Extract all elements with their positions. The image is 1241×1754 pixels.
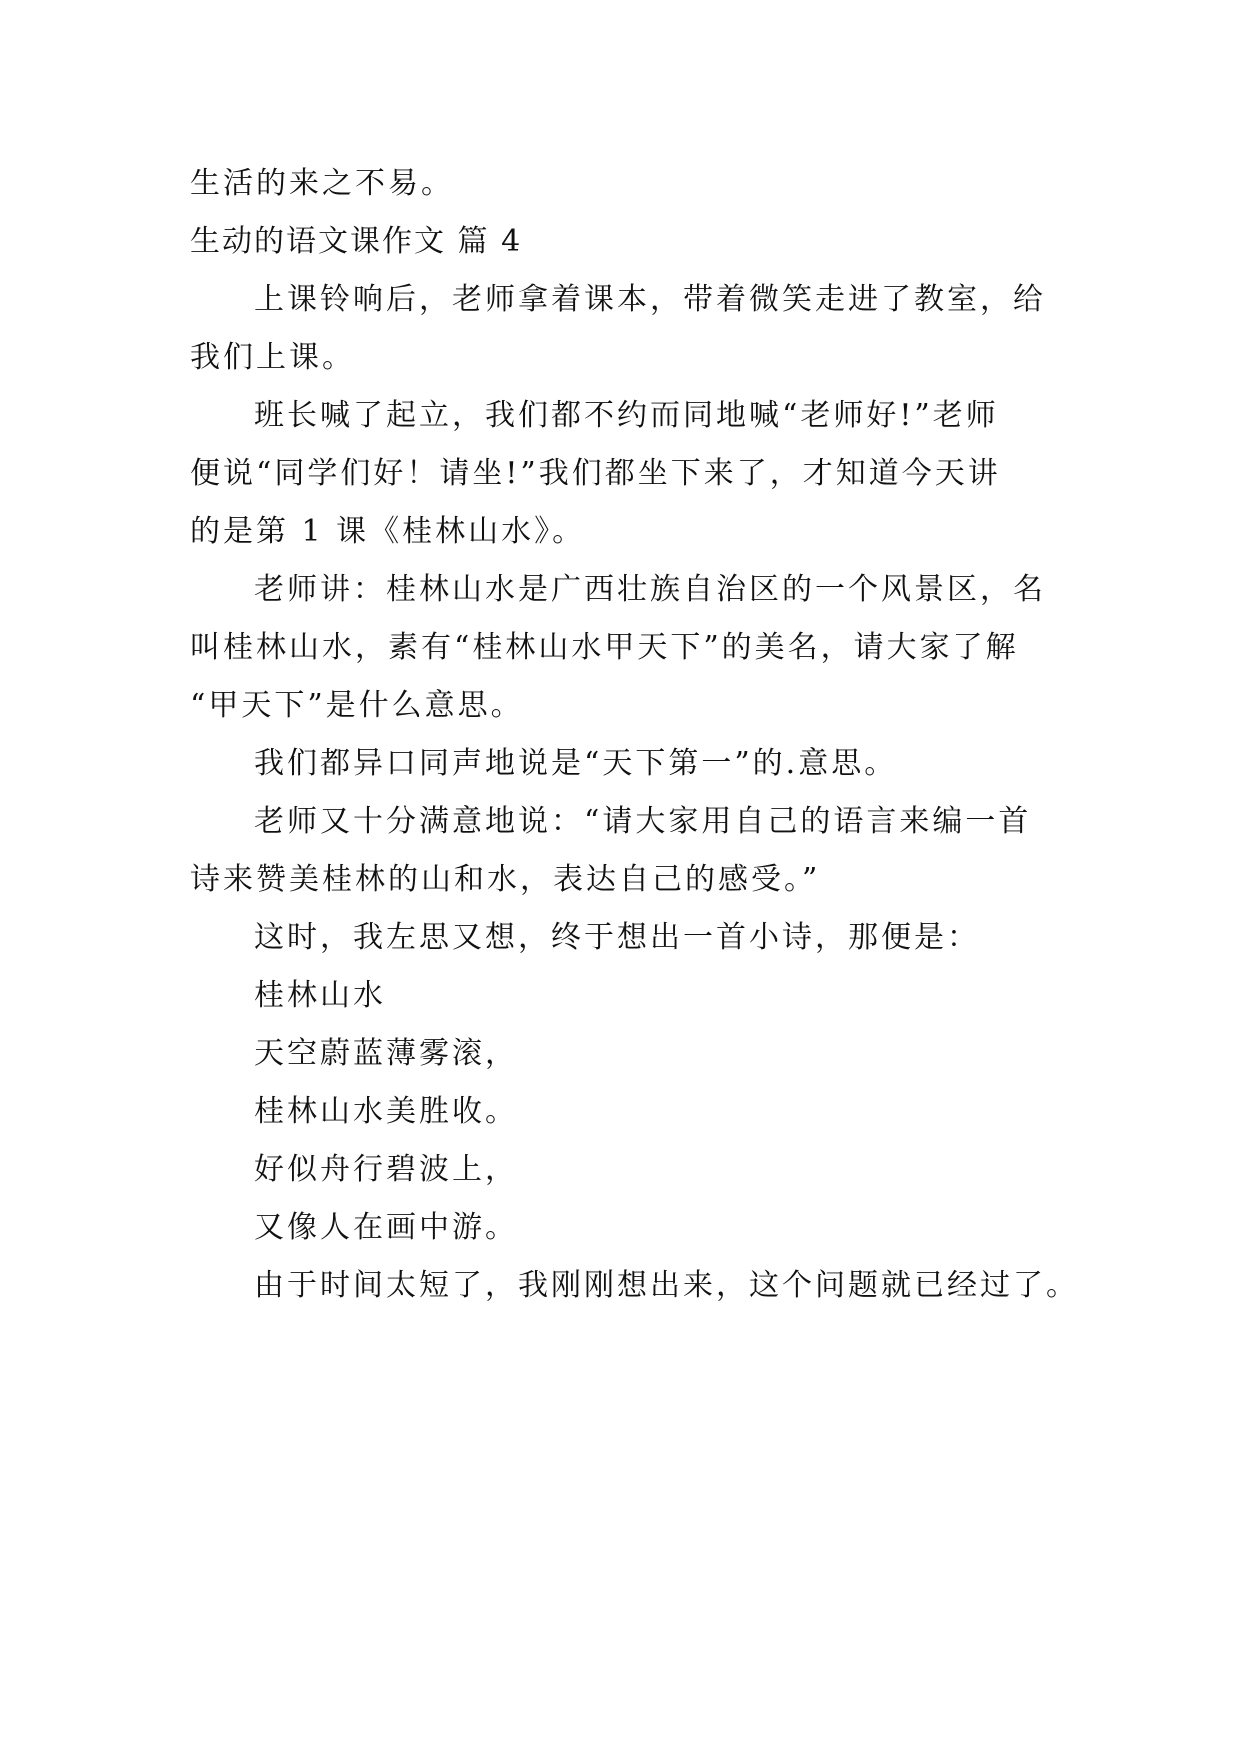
paragraph-line: 我们都异口同声地说是“天下第一”的.意思。: [254, 746, 898, 781]
paragraph-line: 由于时间太短了，我刚刚想出来，这个问题就已经过了。: [254, 1268, 1079, 1303]
paragraph-line: 我们上课。: [190, 340, 355, 375]
document-body: [190, 155, 1079, 1315]
poem-line: 好似舟行碧波上，: [254, 1152, 518, 1187]
paragraph-line: 上课铃响后，老师拿着课本，带着微笑走进了教室，给: [254, 282, 1046, 317]
paragraph-line: 老师讲：桂林山水是广西壮族自治区的一个风景区，名: [254, 572, 1046, 607]
paragraph-line: 诗来赞美桂林的山和水，表达自己的感受。”: [190, 862, 821, 897]
paragraph-line: 叫桂林山水，素有“桂林山水甲天下”的美名，请大家了解: [190, 630, 1019, 665]
paragraph-line: “甲天下”是什么意思。: [190, 688, 524, 723]
section-heading: 生动的语文课作文 篇 4: [190, 224, 523, 259]
paragraph-line: 班长喊了起立，我们都不约而同地喊“老师好!”老师: [254, 398, 999, 433]
paragraph-line: 生活的来之不易。: [190, 166, 454, 201]
paragraph-line: 这时，我左思又想，终于想出一首小诗，那便是：: [254, 920, 980, 955]
paragraph-line: 的是第 1 课《桂林山水》。: [190, 514, 586, 549]
poem-title: 桂林山水: [254, 978, 386, 1013]
poem-line: 又像人在画中游。: [254, 1210, 518, 1245]
paragraph-line: 老师又十分满意地说：“请大家用自己的语言来编一首: [254, 804, 1032, 839]
poem-line: 桂林山水美胜收。: [254, 1094, 518, 1129]
poem-line: 天空蔚蓝薄雾滚，: [254, 1036, 518, 1071]
paragraph-line: 便说“同学们好！请坐!”我们都坐下来了，才知道今天讲: [190, 456, 1001, 491]
